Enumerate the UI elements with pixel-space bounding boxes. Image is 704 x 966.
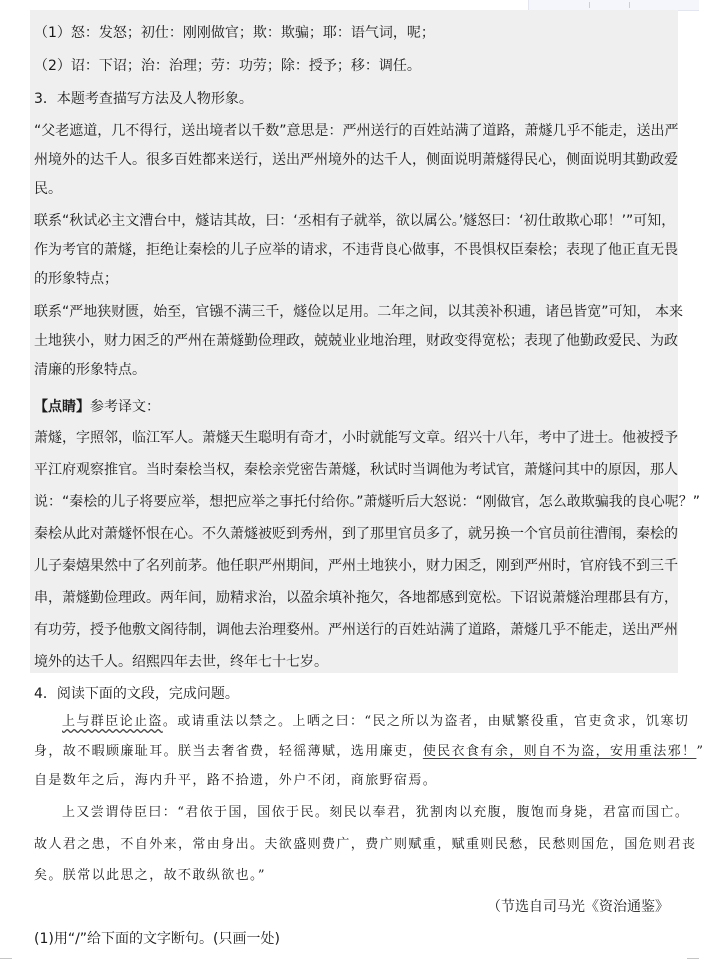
analysis-para-3-line: 清廉的形象特点。 — [34, 362, 146, 378]
toolbar-divider — [629, 2, 630, 8]
dianjing-tag: 【点睛】 — [34, 399, 90, 415]
answer-line-2: （2）诏：下诏；治：治理；劳：功劳；除：授予；移：调任。 — [34, 58, 421, 74]
sub-question-1: (1)用“/”给下面的文字断句。(只画一处) — [34, 931, 280, 947]
passage-para-1-line-1 — [62, 714, 689, 730]
translation-line: 有功劳，授予他敷文阁待制，调他去治理婺州。严州送行的百姓站满了道路，萧燧几乎不能走，送出严州 — [34, 622, 678, 638]
passage-text: 身，故不暇顾廉耻耳。朕当去奢省费，轻徭薄赋，选用廉吏， — [34, 744, 423, 759]
underlined-sentence: 使民衣食有余，则自不为盗，安用重法邪！ — [422, 744, 697, 759]
passage-para-1-line-3: 自是数年之后，海内升平，路不拾遗，外户不闭，商旅野宿焉。 — [34, 773, 438, 788]
translation-line: 串，萧燧勤俭理政。两年间，励精求治，以盈余填补拖欠，各地都感到宽松。下诏说萧燧治理郡县有方， — [34, 590, 678, 606]
answer-line-3: 3．本题考查描写方法及人物形象。 — [34, 91, 253, 107]
dianjing-label: 参考译文： — [90, 399, 160, 415]
dianjing-heading — [34, 399, 160, 415]
toolbar-divider — [589, 2, 590, 8]
analysis-para-3-line: 联系“严地狭财匮，始至，官镪不满三千，燧俭以足用。二年之间，以其羡补积逋，诸邑皆宽”可知， 本来 — [34, 304, 683, 320]
analysis-para-2-line: 联系“秋试必主文漕台中，燧诘其故，曰：‘丞相有子就举，欲以属公。’燧怒曰：‘初仕敢欺心耶！’”可知， — [34, 213, 676, 229]
passage-text: ” — [696, 744, 704, 759]
passage-para-2-line: 故人君之患，不自外来，常由身出。夫欲盛则费广，费广则赋重，赋重则民愁，民愁则国危，国危则君丧 — [34, 837, 697, 852]
analysis-para-2-line: 作为考官的萧燧，拒绝让秦桧的儿子应举的请求，不违背良心做事，不畏惧权臣秦桧；表现了他正直无畏 — [34, 242, 678, 258]
translation-line: 萧燧，字照邻，临江军人。萧燧天生聪明有奇才，小时就能写文章。绍兴十八年，考中了进士。他被授予 — [34, 430, 678, 446]
translation-line: 境外的达千人。绍熙四年去世，终年七十七岁。 — [34, 654, 328, 670]
analysis-para-1-line: “父老遮道，几不得行，送出境者以千数”意思是：严州送行的百姓站满了道路，萧燧几乎不能走，送出严 — [34, 123, 679, 139]
passage-source: （节选自司马光《资治通鉴》 — [487, 899, 669, 915]
analysis-para-1-line: 州境外的达千人。很多百姓都来送行，送出严州境外的达千人，侧面说明萧燧得民心，侧面说明其勤政爱 — [34, 152, 678, 168]
analysis-para-2-line: 的形象特点； — [34, 271, 118, 287]
analysis-para-1-line: 民。 — [34, 181, 62, 197]
passage-para-2-line: 上又尝谓侍臣曰：“君依于国，国依于民。刻民以奉君，犹割肉以充腹，腹饱而身毙，君富而国亡。 — [62, 805, 690, 820]
page-edge-mark — [0, 958, 12, 959]
page-edge-mark — [687, 958, 699, 959]
translation-line: 说：“秦桧的儿子将要应举，想把应举之事托付给你。”萧燧听后大怒说：“刚做官，怎么敢欺骗我的良心呢？” — [34, 494, 701, 510]
question-4-title: 4．阅读下面的文段，完成问题。 — [34, 686, 239, 702]
passage-para-1-line-2 — [34, 744, 704, 760]
translation-line: 儿子秦熺果然中了名列前茅。他任职严州期间，严州土地狭小，财力困乏，刚到严州时，官府钱不到三千 — [34, 558, 678, 574]
translation-line: 秦桧从此对萧燧怀恨在心。不久萧燧被贬到秀州，到了那里官员多了，就另换一个官员前往漕闱，秦桧的 — [34, 526, 678, 542]
passage-para-2-line: 矣。朕常以此思之，故不敢纵欲也。” — [34, 868, 266, 883]
passage-text: 。或请重法以禁之。上哂之曰：“民之所以为盗者，由赋繁役重，官吏贪求，饥寒切 — [162, 714, 690, 729]
answer-line-1: （1）怒：发怒；初仕：刚刚做官；欺：欺骗；耶：语气词，呢； — [34, 25, 435, 41]
translation-line: 平江府观察推官。当时秦桧当权，秦桧亲党密告萧燧，秋试时当调他为考试官，萧燧问其中的原因，那人 — [34, 462, 678, 478]
wavy-underlined-phrase: 上与群臣论止盗 — [62, 714, 163, 729]
analysis-para-3-line: 土地狭小，财力困乏的严州在萧燧勤俭理政，兢兢业业地治理，财政变得宽松；表现了他勤政爱民、为政 — [34, 333, 678, 349]
